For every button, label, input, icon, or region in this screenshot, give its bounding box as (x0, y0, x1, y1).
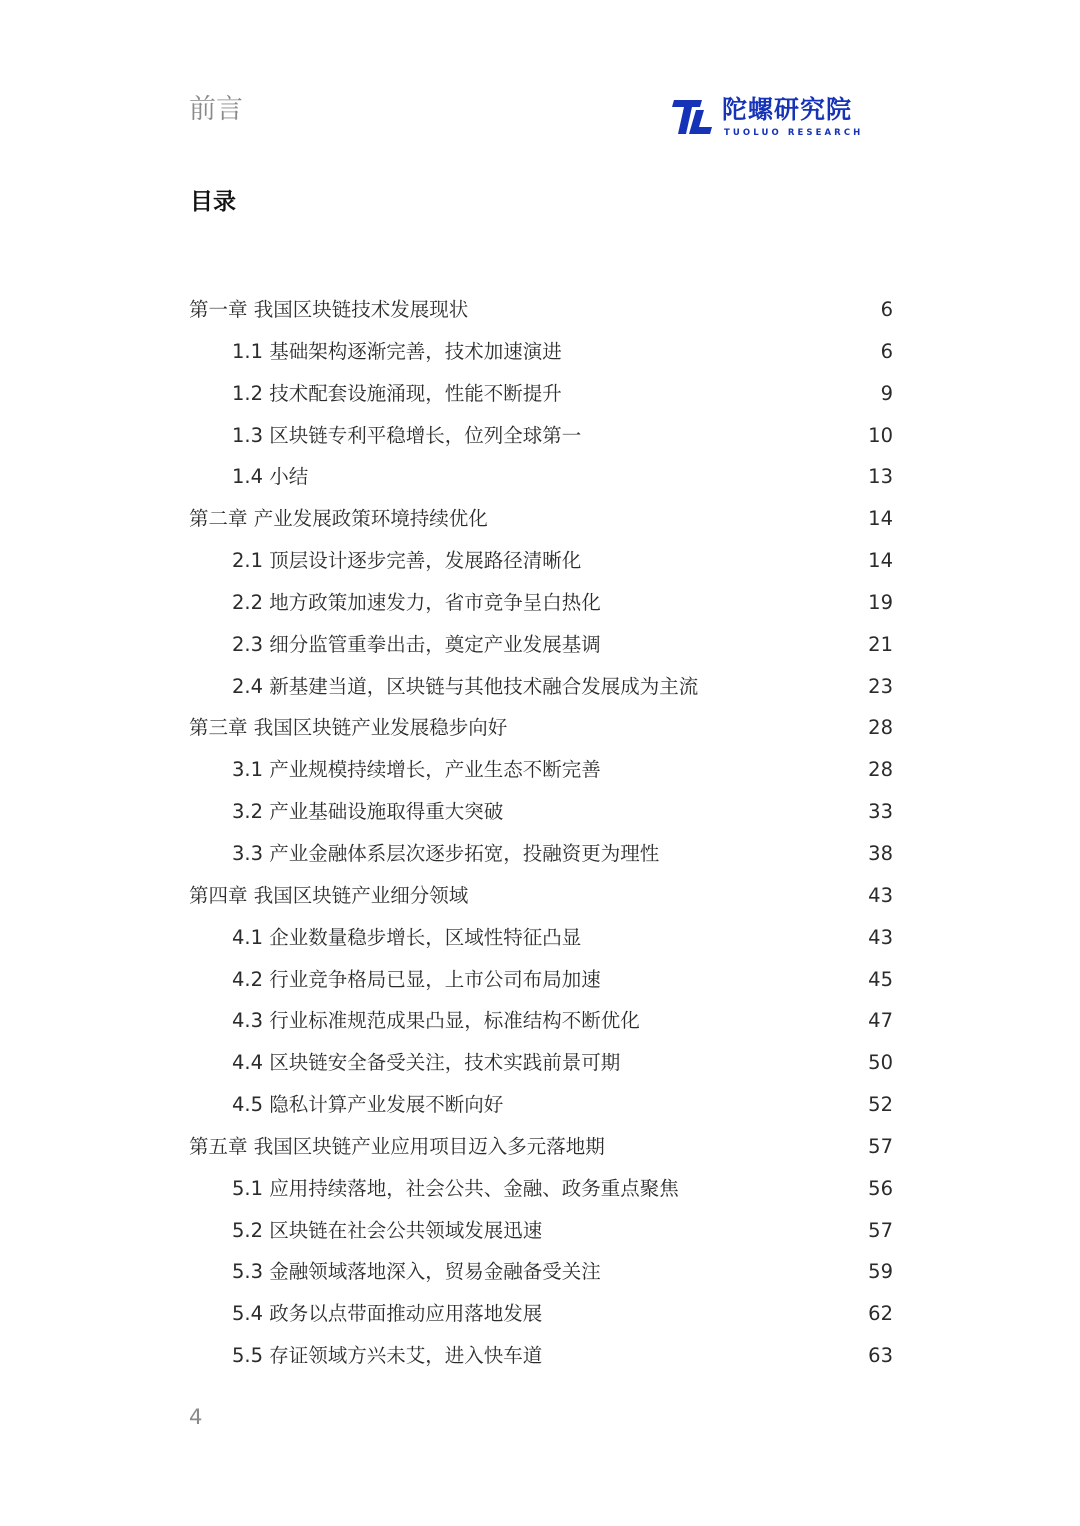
toc-entry-page: 62 (868, 1302, 893, 1326)
toc-entry-label: 3.1 产业规模持续增长，产业生态不断完善 (232, 758, 601, 782)
toc-section-entry[interactable] (189, 917, 893, 959)
toc-entry-page: 56 (868, 1176, 893, 1200)
toc-section-entry[interactable] (189, 959, 893, 1001)
toc-entry-page: 13 (868, 465, 893, 489)
toc-section-entry[interactable] (189, 1293, 893, 1335)
toc-entry-page: 28 (868, 758, 893, 782)
toc-entry-label: 4.5 隐私计算产业发展不断向好 (232, 1093, 504, 1117)
toc-section-entry[interactable] (189, 666, 893, 708)
toc-entry-label: 1.1 基础架构逐渐完善，技术加速演进 (232, 339, 562, 363)
toc-entry-label: 1.4 小结 (232, 465, 309, 489)
toc-entry-label: 第四章 我国区块链产业细分领域 (189, 883, 469, 907)
tuoluo-logo (672, 96, 882, 140)
toc-entry-label: 4.2 行业竞争格局已显，上市公司布局加速 (232, 967, 601, 991)
toc-entry-label: 2.1 顶层设计逐步完善，发展路径清晰化 (232, 549, 582, 573)
toc-section-entry[interactable] (189, 373, 893, 415)
section-header: 前言 (189, 94, 243, 125)
toc-entry-label: 4.3 行业标准规范成果凸显，标准结构不断优化 (232, 1009, 640, 1033)
toc-chapter-entry[interactable] (189, 498, 893, 540)
toc-entry-label: 1.2 技术配套设施涌现，性能不断提升 (232, 381, 562, 405)
logo-text-cn: 陀螺研究院 (722, 95, 853, 124)
toc-entry-page: 43 (868, 925, 893, 949)
toc-entry-page: 50 (868, 1051, 893, 1075)
toc-entry-page: 21 (868, 632, 893, 656)
toc-entry-page: 38 (868, 841, 893, 865)
toc-entry-label: 第五章 我国区块链产业应用项目迈入多元落地期 (189, 1134, 605, 1158)
toc-section-entry[interactable] (189, 456, 893, 498)
toc-entry-page: 19 (868, 590, 893, 614)
toc-entry-label: 第一章 我国区块链技术发展现状 (189, 298, 469, 321)
toc-section-entry[interactable] (189, 1084, 893, 1126)
toc-section-entry[interactable] (189, 582, 893, 624)
toc-section-entry[interactable] (189, 540, 893, 582)
toc-entry-label: 2.2 地方政策加速发力，省市竞争呈白热化 (232, 590, 601, 614)
toc-section-entry[interactable] (189, 1335, 893, 1377)
toc-entry-page: 45 (868, 967, 893, 991)
toc-chapter-entry[interactable] (189, 1126, 893, 1168)
toc-entry-label: 3.3 产业金融体系层次逐步拓宽，投融资更为理性 (232, 841, 660, 865)
toc-entry-page: 10 (868, 423, 893, 447)
toc-section-entry[interactable] (189, 749, 893, 791)
toc-entry-label: 4.4 区块链安全备受关注，技术实践前景可期 (232, 1051, 621, 1075)
toc-entry-label: 2.3 细分监管重拳出击，奠定产业发展基调 (232, 632, 601, 656)
toc-entry-label: 1.3 区块链专利平稳增长，位列全球第一 (232, 423, 582, 447)
toc-section-entry[interactable] (189, 624, 893, 666)
toc-section-entry[interactable] (189, 1042, 893, 1084)
toc-section-entry[interactable] (189, 1210, 893, 1252)
toc-entry-label: 5.4 政务以点带面推动应用落地发展 (232, 1302, 543, 1326)
toc-section-entry[interactable] (189, 791, 893, 833)
toc-section-entry[interactable] (189, 1251, 893, 1293)
toc-entry-page: 14 (868, 507, 893, 531)
toc-entry-page: 6 (880, 339, 893, 363)
toc-entry-label: 2.4 新基建当道，区块链与其他技术融合发展成为主流 (232, 674, 699, 698)
toc-entry-page: 14 (868, 549, 893, 573)
toc-entry-page: 57 (868, 1134, 893, 1158)
toc-section-entry[interactable] (189, 833, 893, 875)
toc-section-entry[interactable] (189, 1168, 893, 1210)
toc-chapter-entry[interactable] (189, 707, 893, 749)
toc-entry-page: 9 (880, 381, 893, 405)
toc-section-entry[interactable] (189, 331, 893, 373)
toc-entry-page: 52 (868, 1093, 893, 1117)
page-number: 4 (189, 1405, 203, 1429)
toc-entry-label: 5.3 金融领域落地深入，贸易金融备受关注 (232, 1260, 601, 1284)
tl-logo-icon (672, 100, 714, 134)
toc-entry-label: 第三章 我国区块链产业发展稳步向好 (189, 716, 508, 740)
toc-chapter-entry[interactable] (189, 289, 893, 331)
toc-section-entry[interactable] (189, 415, 893, 457)
toc-chapter-entry[interactable] (189, 875, 893, 917)
toc-entry-page: 23 (868, 674, 893, 698)
logo-text-en: TUOLUO RESEARCH (724, 128, 864, 138)
table-of-contents (189, 289, 893, 1377)
toc-title: 目录 (190, 189, 236, 215)
toc-entry-label: 4.1 企业数量稳步增长，区域性特征凸显 (232, 925, 582, 949)
toc-entry-label: 5.5 存证领域方兴未艾，进入快车道 (232, 1344, 543, 1368)
toc-entry-page: 59 (868, 1260, 893, 1284)
toc-entry-page: 6 (880, 298, 893, 321)
toc-entry-label: 第二章 产业发展政策环境持续优化 (189, 507, 488, 531)
toc-entry-page: 47 (868, 1009, 893, 1033)
toc-entry-label: 5.2 区块链在社会公共领域发展迅速 (232, 1218, 543, 1242)
toc-entry-page: 43 (868, 883, 893, 907)
toc-entry-page: 63 (868, 1344, 893, 1368)
toc-entry-page: 57 (868, 1218, 893, 1242)
toc-entry-label: 3.2 产业基础设施取得重大突破 (232, 800, 504, 824)
toc-entry-page: 28 (868, 716, 893, 740)
toc-entry-page: 33 (868, 800, 893, 824)
toc-entry-label: 5.1 应用持续落地，社会公共、金融、政务重点聚焦 (232, 1176, 679, 1200)
toc-section-entry[interactable] (189, 1000, 893, 1042)
